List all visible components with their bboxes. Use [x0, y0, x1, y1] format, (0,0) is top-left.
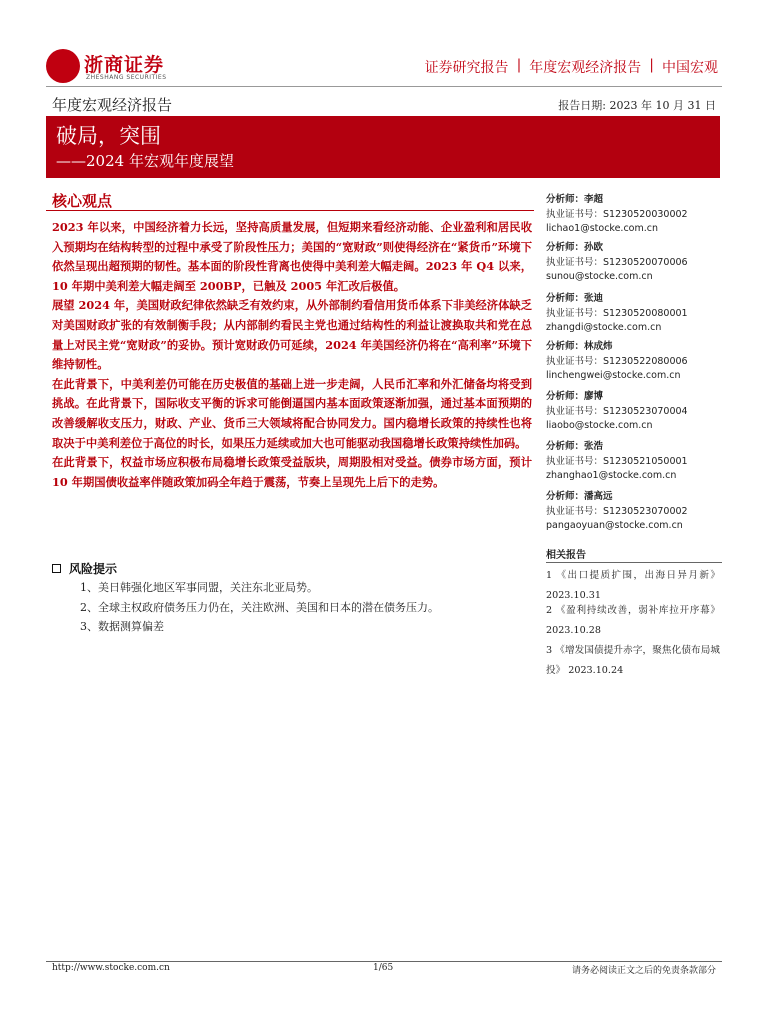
core-view-divider	[46, 210, 534, 211]
related-report-item[interactable]: 1 《出口提质扩围，出海日异月新》 2023.10.31	[546, 570, 720, 601]
analyst-cert: 执业证书号：S1230520080001	[546, 307, 688, 319]
footer-divider	[46, 961, 722, 962]
risk-heading	[52, 560, 117, 577]
analyst-cert: 执业证书号：S1230521050001	[546, 455, 688, 467]
footer-disclaimer: 请务必阅读正文之后的免责条款部分	[571, 966, 716, 976]
core-view-heading: 核心观点	[52, 192, 113, 210]
risk-item: 3、数据测算偏差	[80, 620, 164, 633]
logo-subtext: ZHESHANG SECURITIES	[86, 74, 167, 81]
core-paragraph: 展望 2024 年，美国财政纪律依然缺乏有效约束，从外部制约看信用货币体系下非美经济体缺乏对美国财政扩张的有效制衡手段；从内部制约看民主党也通过结构性的利益让渡换取共和党在总量上对民主党“宽财政”的妥协。预计宽财政仍可延续，2024 年美国经济仍将在“高利率”环境下维持韧性。	[52, 298, 532, 372]
footer-url[interactable]: http://www.stocke.com.cn	[52, 963, 170, 973]
analyst-name: 分析师：潘高远	[546, 491, 613, 502]
header-divider	[46, 86, 722, 87]
related-report-item[interactable]: 3 《增发国债提升赤字，聚焦化债布局城投》 2023.10.24	[546, 645, 720, 676]
logo-text: 浙商证券	[84, 54, 165, 76]
analyst-card	[546, 440, 726, 484]
analyst-email[interactable]: liaobo@stocke.com.cn	[546, 420, 653, 431]
checkbox-square-icon	[52, 564, 61, 573]
crumb-separator: |	[649, 57, 654, 73]
core-view-body	[52, 218, 532, 492]
analyst-name: 分析师：孙欧	[546, 242, 604, 253]
page-title: 破局，突围	[56, 124, 161, 148]
page-subtitle: ——2024 年宏观年度展望	[56, 152, 234, 170]
core-paragraph: 在此背景下，权益市场应积极布局稳增长政策受益版块，周期股相对受益。债券市场方面，预计 10 年期国债收益率伴随政策加码全年趋于震荡，节奏上呈现先上后下的走势。	[52, 455, 532, 489]
analyst-name: 分析师：张浩	[546, 441, 604, 452]
analyst-card	[546, 292, 726, 336]
report-date-label: 报告日期:	[558, 99, 607, 112]
crumb-annual-macro: 年度宏观经济报告	[529, 60, 642, 76]
risk-item: 1、美日韩强化地区军事同盟，关注东北亚局势。	[80, 581, 318, 594]
risk-heading-text: 风险提示	[69, 562, 118, 576]
core-paragraph: 2023 年以来，中国经济着力长远，坚持高质量发展，但短期来看经济动能、企业盈利和居民收入预期均在结构转型的过程中承受了阶段性压力；美国的“宽财政”则使得经济在“紧货币”环境下依然呈现出超预期的韧性。基本面的阶段性背离也使得中美利差大幅走阔。2023 年 Q4 以来，10 年期中美利差大幅走阔至 200BP，已触及 2005 年汇改后极值。	[52, 220, 532, 293]
analyst-name: 分析师：廖博	[546, 391, 604, 402]
analyst-cert: 执业证书号：S1230520030002	[546, 208, 688, 220]
crumb-china-macro: 中国宏观	[662, 60, 718, 76]
logo-icon	[46, 49, 80, 83]
related-reports-heading: 相关报告	[546, 550, 586, 561]
analyst-cert: 执业证书号：S1230522080006	[546, 355, 688, 367]
risk-item: 2、全球主权政府债务压力仍在，关注欧洲、美国和日本的潜在债务压力。	[80, 600, 439, 614]
breadcrumb	[425, 57, 718, 77]
analyst-cert: 执业证书号：S1230520070006	[546, 256, 688, 268]
analyst-email[interactable]: sunou@stocke.com.cn	[546, 271, 653, 282]
report-type: 年度宏观经济报告	[52, 96, 173, 114]
analyst-email[interactable]: pangaoyuan@stocke.com.cn	[546, 520, 683, 531]
analyst-cert: 执业证书号：S1230523070004	[546, 405, 688, 417]
analyst-card	[546, 390, 726, 434]
analyst-email[interactable]: lichao1@stocke.com.cn	[546, 223, 658, 234]
analyst-card	[546, 340, 726, 384]
analyst-cert: 执业证书号：S1230523070002	[546, 505, 688, 517]
risk-list	[80, 578, 439, 637]
report-date	[558, 97, 716, 113]
analyst-email[interactable]: zhanghao1@stocke.com.cn	[546, 470, 677, 481]
crumb-research-report: 证券研究报告	[424, 60, 509, 76]
crumb-separator: |	[516, 57, 522, 73]
analyst-name: 分析师：李超	[546, 194, 604, 205]
analyst-name: 分析师：林成炜	[546, 341, 613, 352]
analyst-email[interactable]: linchengwei@stocke.com.cn	[546, 370, 681, 381]
core-paragraph: 在此背景下，中美利差仍可能在历史极值的基础上进一步走阔，人民币汇率和外汇储备均将受到挑战。在此背景下，国际收支平衡的诉求可能倒逼国内基本面政策逐渐加强，通过基本面预期的改善缓解收支压力，财政、产业、货币三大领域将配合协同发力。国内稳增长政策的持续性也将取决于中美利差位于高位的时长，如果压力延续或加大也可能驱动我国稳增长政策持续性加码。	[52, 376, 532, 450]
analyst-card	[546, 241, 726, 285]
page-number: 1/65	[373, 963, 394, 973]
analyst-card	[546, 490, 726, 534]
analyst-email[interactable]: zhangdi@stocke.com.cn	[546, 322, 662, 333]
related-reports-divider	[546, 562, 722, 563]
related-report-item[interactable]: 2 《盈利持续改善，弱补库拉开序幕》 2023.10.28	[546, 605, 720, 636]
report-date-value: 2023 年 10 月 31 日	[609, 99, 716, 112]
analyst-name: 分析师：张迪	[546, 293, 604, 304]
analyst-card	[546, 193, 726, 237]
